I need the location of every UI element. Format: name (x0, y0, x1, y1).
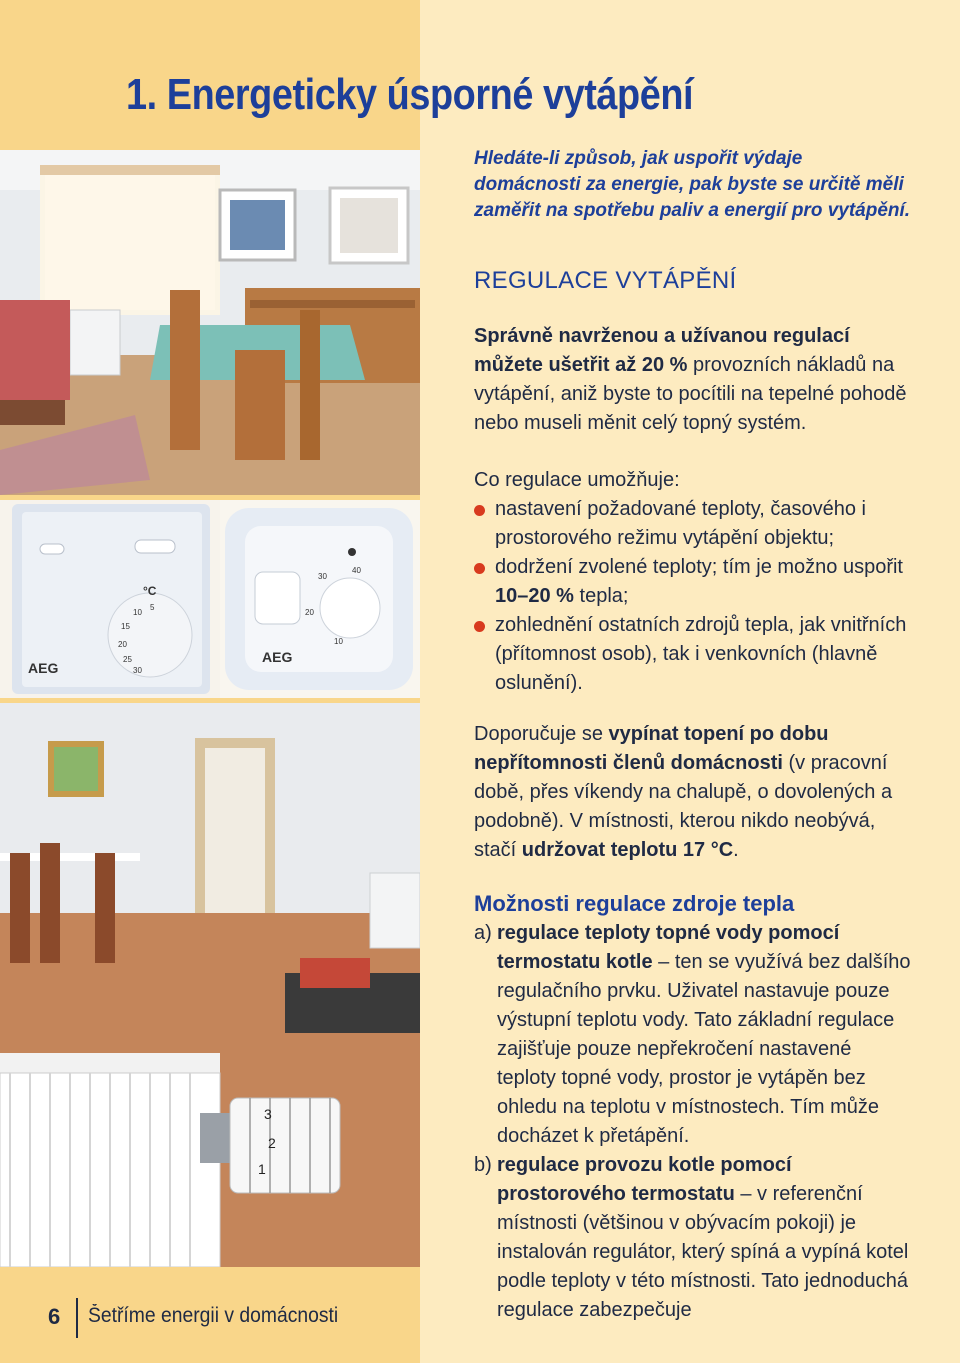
article-body (474, 146, 914, 1325)
list-intro: Co regulace umožňuje: (474, 469, 680, 491)
list-item (474, 611, 914, 698)
option-b (474, 1151, 914, 1325)
advice-paragraph (474, 720, 914, 865)
advice-text-end: . (733, 839, 739, 861)
dial1-tick-4: 20 (118, 640, 127, 649)
list-item-text: nastavení požadované teploty, časového i prostorového režimu vytápění objektu; (495, 498, 866, 549)
intro-paragraph: Hledáte-li způsob, jak uspořit výdaje domácnosti za energie, pak byste se určitě měli zaměřit na spotřebu paliv a energií pro vytápění. (474, 148, 911, 221)
thermostats-photo (0, 500, 420, 698)
advice-bold: vypínat topení po dobu nepřítomnosti členů domácnosti (474, 723, 829, 774)
thermostat-unit-label: °C (143, 584, 157, 598)
option-a-marker: a) (474, 922, 492, 944)
list-item-bold: 10–20 % (495, 585, 574, 607)
living-room-photo (0, 150, 420, 495)
thermostat-brand-label-2: AEG (262, 649, 293, 665)
dial1-tick-1: 5 (150, 603, 155, 612)
bullet-icon (474, 621, 485, 632)
page-footer (0, 1290, 420, 1350)
section-heading: REGULACE VYTÁPĚNÍ (474, 267, 737, 294)
option-b-bold: regulace provozu kotle pomocí prostorového termostatu (497, 1154, 792, 1205)
dial1-tick-2: 10 (133, 608, 142, 617)
dining-room-radiator-photo (0, 703, 420, 1267)
option-a-bold: regulace teploty topné vody pomocí termostatu kotle (497, 922, 840, 973)
list-item (474, 495, 914, 553)
list-item-text: dodržení zvolené teploty; tím je možno uspořit (495, 556, 903, 578)
benefits-list (474, 495, 914, 698)
option-a-text: – ten se využívá bez dalšího regulačního prvku. Uživatel nastavuje pouze výstupní teplotu vody. Tato základní regulace zajišťuje pouze nepřekročení nastavené teploty topné vody, prostor je vytápěn bez ohledu na teplotu v místnostech. Tím může docházet k přetápění. (497, 951, 911, 1147)
bullet-icon (474, 505, 485, 516)
option-a (474, 919, 914, 1151)
list-item (474, 553, 914, 611)
dial2-tick-4: 40 (352, 566, 361, 575)
advice-bold-2: udržovat teplotu 17 °C (521, 839, 734, 861)
dial2-tick-3: 30 (318, 572, 327, 581)
lead-rest: provozních nákladů na vytápění, aniž byste to pocítili na tepelné pohodě nebo museli měnit celý topný systém. (474, 354, 907, 434)
valve-digit-3: 3 (264, 1106, 272, 1122)
lead-bold: Správně navrženou a užívanou regulací můžete ušetřit až 20 % (474, 325, 850, 376)
option-b-marker: b) (474, 1154, 492, 1176)
bullet-icon (474, 563, 485, 574)
lead-paragraph (474, 322, 914, 438)
dial1-tick-3: 15 (121, 622, 130, 631)
footer-divider (76, 1298, 78, 1338)
page-title: 1. Energeticky úsporné vytápění (126, 70, 694, 119)
advice-text: Doporučuje se (474, 723, 609, 745)
dial2-tick-2: 20 (305, 608, 314, 617)
footer-title: Šetříme energii v domácnosti (88, 1304, 339, 1327)
option-b-text: – v referenční místnosti (většinou v obývacím pokoji) je instalován regulátor, který spíná a vypíná kotel podle teploty v této místnosti. Tato jednoduchá regulace zabezpečuje (497, 1183, 909, 1321)
dial2-tick-1: 10 (334, 637, 343, 646)
dial1-tick-5: 25 (123, 655, 132, 664)
thermostat-brand-label: AEG (28, 660, 59, 676)
valve-digit-2: 2 (268, 1135, 276, 1151)
page-number: 6 (48, 1304, 61, 1329)
list-item-text: zohlednění ostatních zdrojů tepla, jak vnitřních (přítomnost osob), tak i venkovních (hlavně oslunění). (495, 614, 907, 694)
sub-heading: Možnosti regulace zdroje tepla (474, 891, 795, 916)
valve-digit-1: 1 (258, 1161, 266, 1177)
dial1-tick-6: 30 (133, 666, 142, 675)
list-item-text-end: tepla; (573, 585, 629, 607)
advice-text-2: (v pracovní době, přes víkendy na chalupě, o dovolených a podobně). V místnosti, kterou nikdo neobývá, stačí (474, 752, 893, 861)
